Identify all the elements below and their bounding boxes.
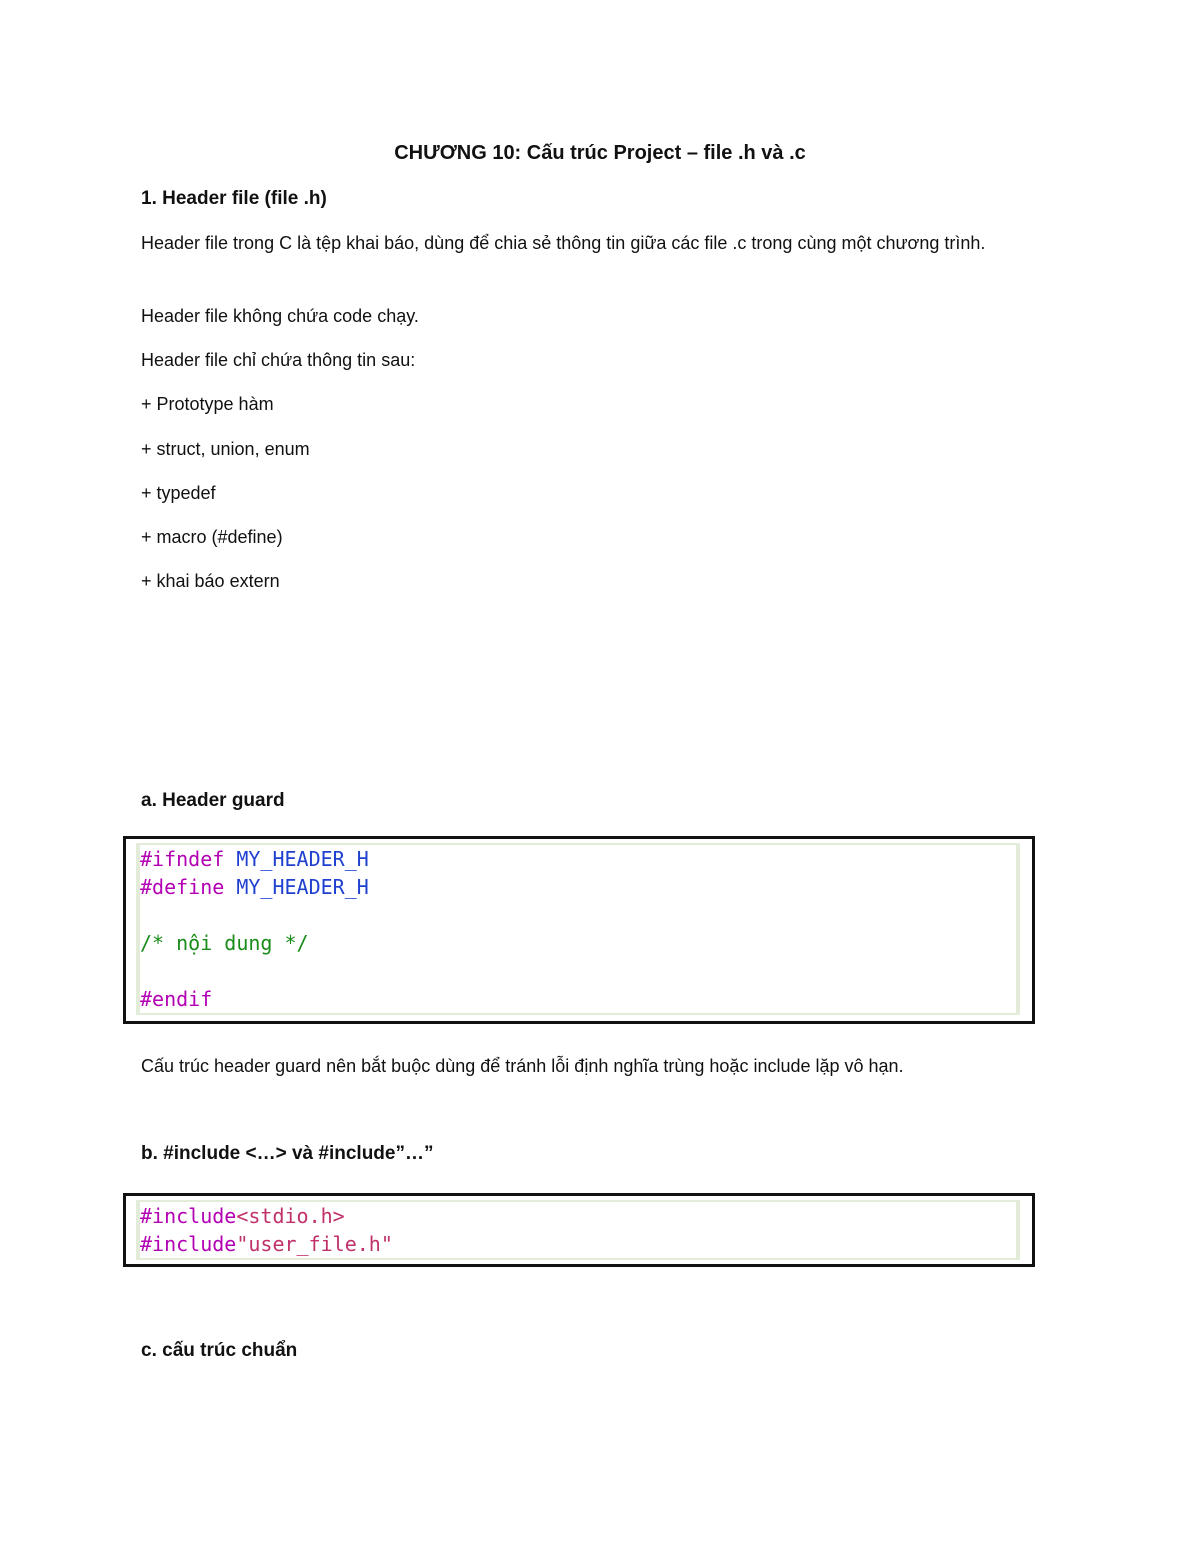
paragraph-no-runnable-code: Header file không chứa code chạy. — [141, 306, 419, 326]
code-identifier: MY_HEADER_H — [224, 875, 369, 899]
section-a-heading: a. Header guard — [141, 790, 285, 811]
list-item-typedef: + typedef — [141, 483, 216, 503]
code-identifier: MY_HEADER_H — [224, 847, 369, 871]
code-string: <stdio.h> — [236, 1204, 345, 1228]
paragraph-contains-info: Header file chỉ chứa thông tin sau: — [141, 350, 416, 370]
section-b-heading: b. #include <…> và #include”…” — [141, 1143, 434, 1164]
code-comment: /* nội dung */ — [140, 931, 309, 955]
code-block-body — [136, 843, 1020, 1015]
section-c-heading: c. cấu trúc chuẩn — [141, 1340, 298, 1361]
page-title: CHƯƠNG 10: Cấu trúc Project – file .h và .c — [394, 142, 806, 164]
code-line-blank — [140, 901, 1016, 929]
code-keyword: #ifndef — [140, 847, 225, 871]
header-guard-note: Cấu trúc header guard nên bắt buộc dùng để tránh lỗi định nghĩa trùng hoặc include lặp vô hạn. — [141, 1056, 904, 1076]
header-guard-code-block — [123, 836, 1035, 1024]
code-line — [140, 873, 1016, 901]
list-item-extern: + khai báo extern — [141, 571, 280, 591]
code-line — [140, 1202, 1016, 1230]
code-line — [140, 845, 1016, 873]
code-keyword: #endif — [140, 987, 213, 1011]
include-code-block — [123, 1193, 1035, 1267]
code-keyword: #define — [140, 875, 225, 899]
code-line — [140, 1230, 1016, 1258]
code-line-blank — [140, 957, 1016, 985]
code-line — [140, 985, 1016, 1013]
list-item-struct: + struct, union, enum — [141, 439, 310, 459]
code-keyword: #include — [140, 1204, 237, 1228]
code-block-body — [136, 1200, 1020, 1260]
code-string: "user_file.h" — [236, 1232, 393, 1256]
list-item-prototype: + Prototype hàm — [141, 394, 274, 414]
paragraph-header-file-definition: Header file trong C là tệp khai báo, dùng để chia sẻ thông tin giữa các file .c trong cùng một chương trình. — [141, 233, 986, 253]
code-keyword: #include — [140, 1232, 237, 1256]
code-line — [140, 929, 1016, 957]
list-item-macro: + macro (#define) — [141, 527, 283, 547]
section-1-heading: 1. Header file (file .h) — [141, 188, 327, 209]
